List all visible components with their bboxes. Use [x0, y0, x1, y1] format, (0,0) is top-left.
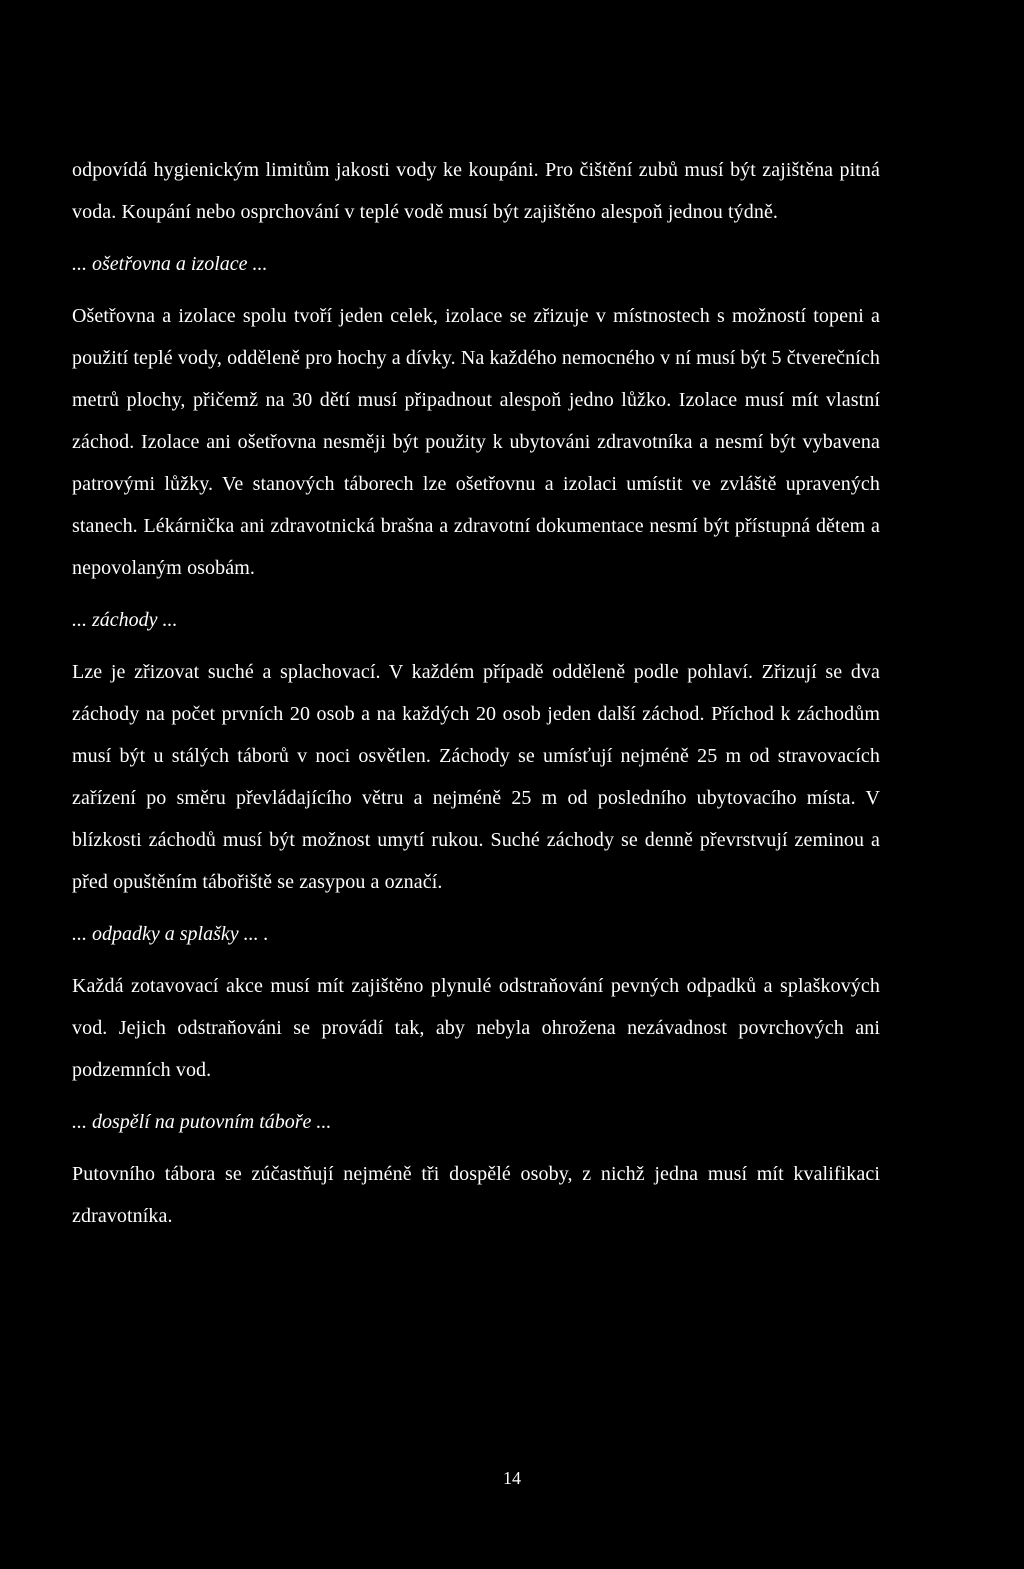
paragraph-dospeli: Putovního tábora se zúčastňují nejméně tři dospělé osoby, z nichž jedna musí mít kvalifikaci zdravotníka. — [72, 1163, 880, 1227]
paragraph-odpadky: Každá zotavovací akce musí mít zajištěno plynulé odstraňování pevných odpadků a splaškových vod. Jejich odstraňováni se provádí tak, aby nebyla ohrožena nezávadnost povrchových ani podzemních vod. — [72, 975, 880, 1081]
heading-dospeli: ... dospělí na putovním táboře ... — [72, 1111, 332, 1133]
page-number: 14 — [503, 1468, 521, 1488]
heading-odpadky: ... odpadky a splašky ... . — [72, 923, 269, 945]
paragraph-osetrovna: Ošetřovna a izolace spolu tvoří jeden celek, izolace se zřizuje v místnostech s možností topeni a použití teplé vody, odděleně pro hochy a dívky. Na každého nemocného v ní musí být 5 čtverečních metrů plochy, přičemž na 30 dětí musí připadnout alespoň jedno lůžko. Izolace musí mít vlastní záchod. Izolace ani ošetřovna nesměji být použity k ubytováni zdravotníka a nesmí být vybavena patrovými lůžky. Ve stanových táborech lze ošetřovnu a izolaci umístit ve zvláště upravených stanech. Lékárnička ani zdravotnická brašna a zdravotní dokumentace nesmí být přístupná dětem a nepovolaným osobám. — [72, 305, 880, 579]
heading-zachody: ... záchody ... — [72, 609, 178, 631]
heading-osetrovna: ... ošetřovna a izolace ... — [72, 253, 268, 275]
paragraph-hygiene: odpovídá hygienickým limitům jakosti vody ke koupáni. Pro čištění zubů musí být zajištěna pitná voda. Koupání nebo osprchování v teplé vodě musí být zajištěno alespoň jednou týdně. — [72, 159, 880, 223]
paragraph-zachody: Lze je zřizovat suché a splachovací. V každém případě odděleně podle pohlaví. Zřizují se dva záchody na počet prvních 20 osob a na každých 20 osob jeden další záchod. Příchod k záchodům musí být u stálých táborů v noci osvětlen. Záchody se umísťují nejméně 25 m od stravovacích zařízení po směru převládajícího větru a nejméně 25 m od posledního ubytovacího místa. V blízkosti záchodů musí být možnost umytí rukou. Suché záchody se denně převrstvují zeminou a před opuštěním tábořiště se zasypou a označí. — [72, 661, 880, 893]
document-page — [72, 149, 880, 1237]
